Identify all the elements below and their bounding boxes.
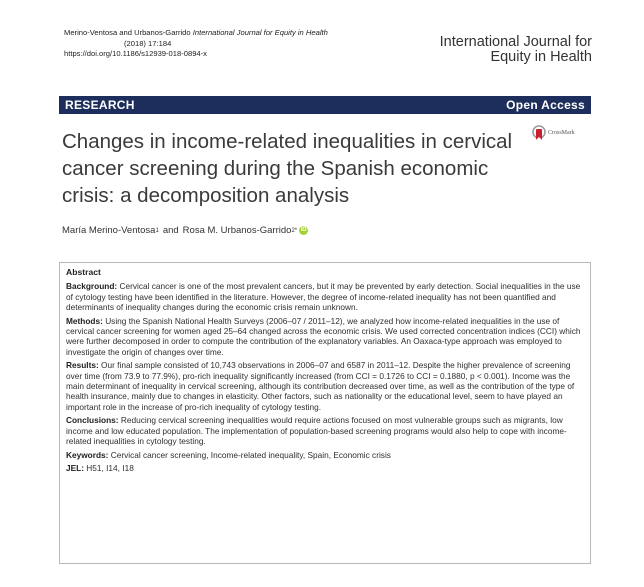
abstract-results: [66, 360, 584, 412]
author-1-name[interactable]: María Merino-Ventosa: [62, 225, 156, 236]
author-list: [62, 225, 308, 236]
results-label: Results:: [66, 360, 99, 371]
citation-journal: International Journal for Equity in Health: [192, 28, 328, 37]
background-text: Cervical cancer is one of the most prevalent cancers, but it may be prevented by early detection. Social inequalities in the use of cytology testing have been identified in the literature. However, the degree of income-related inequality has not been quantified and determinants of inequality changes during the economic crisis remain unknown.: [66, 281, 581, 313]
abstract-conclusions: [66, 415, 584, 446]
methods-text: Using the Spanish National Health Surveys (2006–07 / 2011–12), we analyzed how income-related inequalities in the use of cervical cancer screening for women aged 25–64 changed across the economic crisis. We used corrected concentration indices (CCI) which were further decomposed in order to compute the contribution of the explanatory variables. An Oaxaca-type approach was employed to investigate the origin of changes over time.: [66, 315, 581, 357]
article-title: Changes in income-related inequalities in cervical cancer screening during the Spanish economic crisis: a decomposition analysis: [62, 130, 513, 207]
citation-line-1: [64, 28, 328, 39]
abstract-methods: [66, 316, 584, 358]
keywords-label: Keywords:: [66, 449, 109, 460]
journal-name: [392, 35, 592, 65]
conclusions-label: Conclusions:: [66, 415, 119, 426]
citation-doi-link[interactable]: https://doi.org/10.1186/s12939-018-0894-x: [64, 49, 207, 58]
citation-volume: (2018) 17:184: [124, 38, 172, 48]
abstract-heading: Abstract: [66, 267, 101, 277]
results-text: Our final sample consisted of 10,743 observations in 2006–07 and 6587 in 2011–12. Despite the higher prevalence of screening over time (from 73.9 to 77.9%), pro-rich inequality significantly increased (from CCI = 0.1726 to CCI = 0.1880, p < 0.001). Income was the main determinant of inequality in cervical screening, although its contribution decreased over time, as well as the contribution of the type of health insurance, mainly due to changes in elasticity. Other factors, such as nationality or the educational level, seem to have played an important role in the increase of pro-rich inequality of cytology testing.: [66, 360, 575, 412]
keywords-text: Cervical cancer screening, Income-related inequality, Spain, Economic crisis: [110, 449, 391, 460]
crossmark-label: CrossMark: [548, 130, 575, 136]
journal-name-line-1: International Journal for: [439, 34, 592, 50]
background-label: Background:: [66, 281, 118, 292]
author-2-name[interactable]: Rosa M. Urbanos-Garrido: [182, 225, 292, 236]
crossmark-badge[interactable]: [532, 125, 575, 141]
citation-block: [64, 28, 328, 60]
citation-authors: Merino-Ventosa and Urbanos-Garrido: [64, 28, 191, 37]
journal-name-line-2: Equity in Health: [490, 49, 592, 65]
crossmark-icon: [532, 125, 546, 141]
methods-label: Methods:: [66, 315, 103, 326]
abstract-keywords: [66, 450, 584, 460]
abstract-jel: [66, 463, 584, 473]
orcid-icon[interactable]: iD: [300, 227, 307, 233]
open-access-label: Open Access: [506, 98, 585, 112]
jel-label: JEL:: [66, 462, 84, 473]
article-type-label: RESEARCH: [65, 98, 135, 112]
author-1-affiliation: 1: [155, 227, 159, 234]
conclusions-text: Reducing cervical screening inequalities would require actions focused on most vulnerable groups such as migrants, low income and low educated population. The implementation of population-based screening programs would also help to cope with income-related inequalities in cytology testing.: [66, 415, 567, 447]
abstract-background: [66, 281, 584, 312]
abstract-box: [59, 262, 591, 564]
jel-text: H51, I14, I18: [86, 462, 134, 473]
article-type-banner: [59, 96, 591, 114]
author-conjunction: and: [162, 225, 179, 236]
author-2-affiliation: 2*: [291, 227, 298, 234]
